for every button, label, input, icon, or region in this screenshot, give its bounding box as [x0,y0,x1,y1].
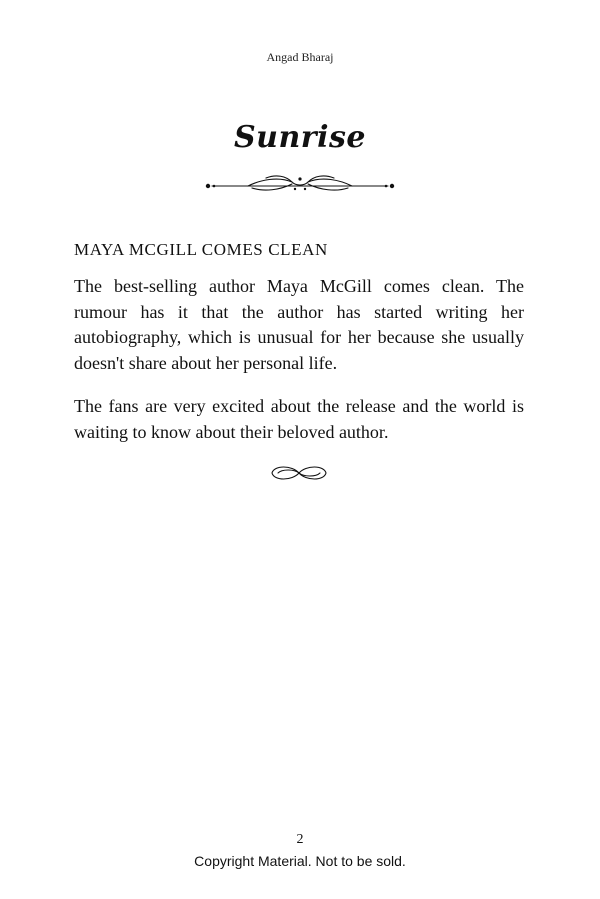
paragraph-2: The fans are very excited about the release and the world is waiting to know about their beloved author. [74,396,524,442]
page-number: 2 [296,832,304,847]
flourish-divider-icon [200,170,400,200]
running-header-author: Angad Bharaj [266,50,334,64]
page-title: Sunrise [234,120,366,155]
paragraph-1: The best-selling author Maya McGill comes clean. The rumour has it that the author has started writing her autobiography, which is unusual for her because she usually doesn't share about her personal life. [74,276,524,373]
infinity-flourish-icon [268,462,330,484]
copyright-notice: Copyright Material. Not to be sold. [194,853,406,869]
chapter-heading: MAYA MCGILL COMES CLEAN [74,240,328,259]
chapter-body [74,274,524,463]
